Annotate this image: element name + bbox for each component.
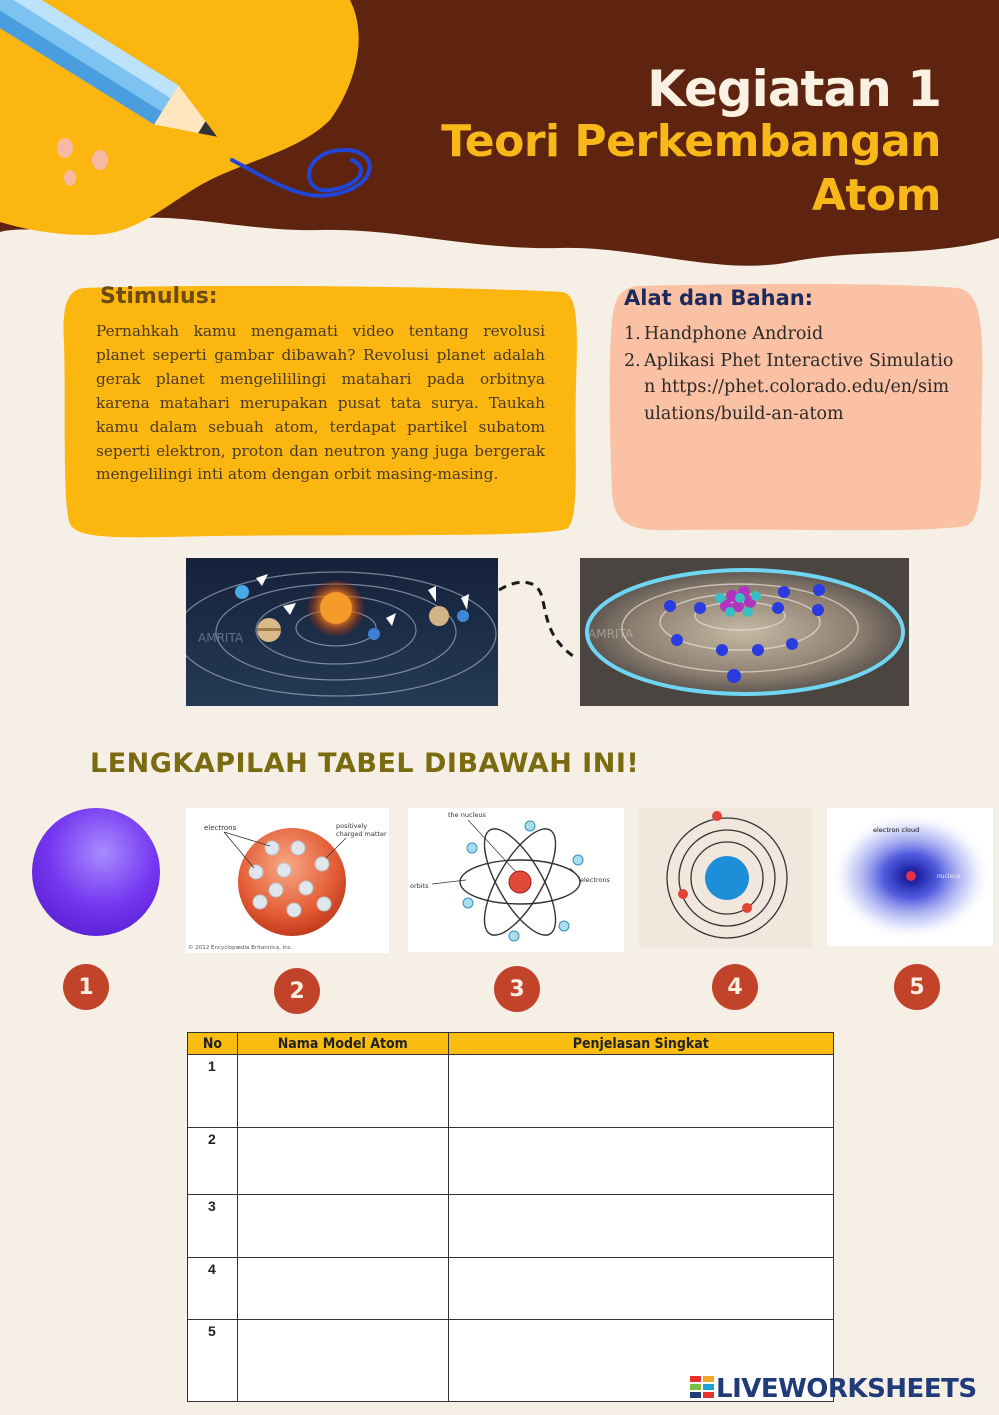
model-dalton-image [30,806,162,938]
activity-title: Kegiatan 1 [647,60,941,118]
row-number: 1 [188,1055,238,1128]
model-number-3: 3 [494,966,540,1012]
instruction-heading: LENGKAPILAH TABEL DIBAWAH INI! [90,748,640,779]
liveworksheets-logo [690,1374,977,1404]
solar-watermark: AMRITA [198,631,244,645]
atom-orbit-image [580,558,909,706]
model-rutherford-image [408,808,624,952]
explanation-cell[interactable] [448,1195,833,1258]
topic-title-line2: Atom [811,170,941,221]
cloud-label: electron cloud [873,826,920,834]
electrons-label-3: electrons [580,876,610,884]
model-bohr-image [639,808,812,948]
atom-watermark: AMRITA [588,627,634,641]
explanation-cell[interactable] [448,1128,833,1195]
tools-item-text: Aplikasi Phet Interactive Simulation https://phet.colorado.edu/en/simulations/build-an-atom [644,350,954,424]
model-number-1: 1 [63,964,109,1010]
liveworksheets-brand: LIVEWORKSHEETS [716,1374,977,1404]
table-row [188,1258,834,1320]
explanation-cell[interactable] [448,1258,833,1320]
topic-title-line1: Teori Perkembangan [441,116,941,167]
stimulus-title: Stimulus: [100,284,218,309]
dashed-connector [495,578,585,660]
row-number: 5 [188,1320,238,1402]
tools-list-item [624,321,954,348]
row-number: 4 [188,1258,238,1320]
header-explanation: Penjelasan Singkat [448,1033,833,1055]
stimulus-text: Pernahkah kamu mengamati video tentang revolusi planet seperti gambar dibawah? Revolusi planet adalah gerak planet mengelililingi matahari pada orbitnya karena matahari merupakan pusat tata surya. Taukah kamu dalam sebuah atom, terdapat partikel subatom seperti elektron, proton dan neutron yang juga bergerak mengelilingi inti atom dengan orbit masing-masing. [96,322,545,484]
header-no: No [188,1033,238,1055]
tools-item-number: 1. [624,324,641,344]
liveworksheets-icon [690,1374,716,1404]
table-header-row [188,1033,834,1055]
topic-title [441,115,941,223]
answer-table [187,1032,834,1402]
table-row [188,1055,834,1128]
explanation-cell[interactable] [448,1055,833,1128]
orbits-label: orbits [410,882,429,890]
model-quantum-image [827,808,993,946]
header-model-name: Nama Model Atom [237,1033,448,1055]
model-number-2: 2 [274,968,320,1014]
model-name-cell[interactable] [237,1055,448,1128]
positive-matter-label: positively charged matter [336,822,387,838]
model-thomson-image [186,808,389,953]
positive-matter-label-wrap [336,822,388,846]
tools-item-number: 2. [624,350,641,371]
model-name-cell[interactable] [237,1320,448,1402]
electrons-label: electrons [204,824,237,832]
britannica-credit: © 2012 Encyclopædia Britannica, Inc. [188,945,293,951]
tools-item-text: Handphone Android [644,324,824,344]
table-row [188,1195,834,1258]
model-number-5: 5 [894,964,940,1010]
solar-system-image [186,558,498,706]
nucleus-label-5: nucleus [937,873,961,880]
tools-title: Alat dan Bahan: [624,286,814,310]
row-number: 3 [188,1195,238,1258]
row-number: 2 [188,1128,238,1195]
model-name-cell[interactable] [237,1128,448,1195]
tools-list [624,321,954,427]
model-number-4: 4 [712,964,758,1010]
model-name-cell[interactable] [237,1195,448,1258]
model-name-cell[interactable] [237,1258,448,1320]
nucleus-label: the nucleus [448,811,486,819]
tools-list-item [624,348,954,428]
table-row [188,1128,834,1195]
